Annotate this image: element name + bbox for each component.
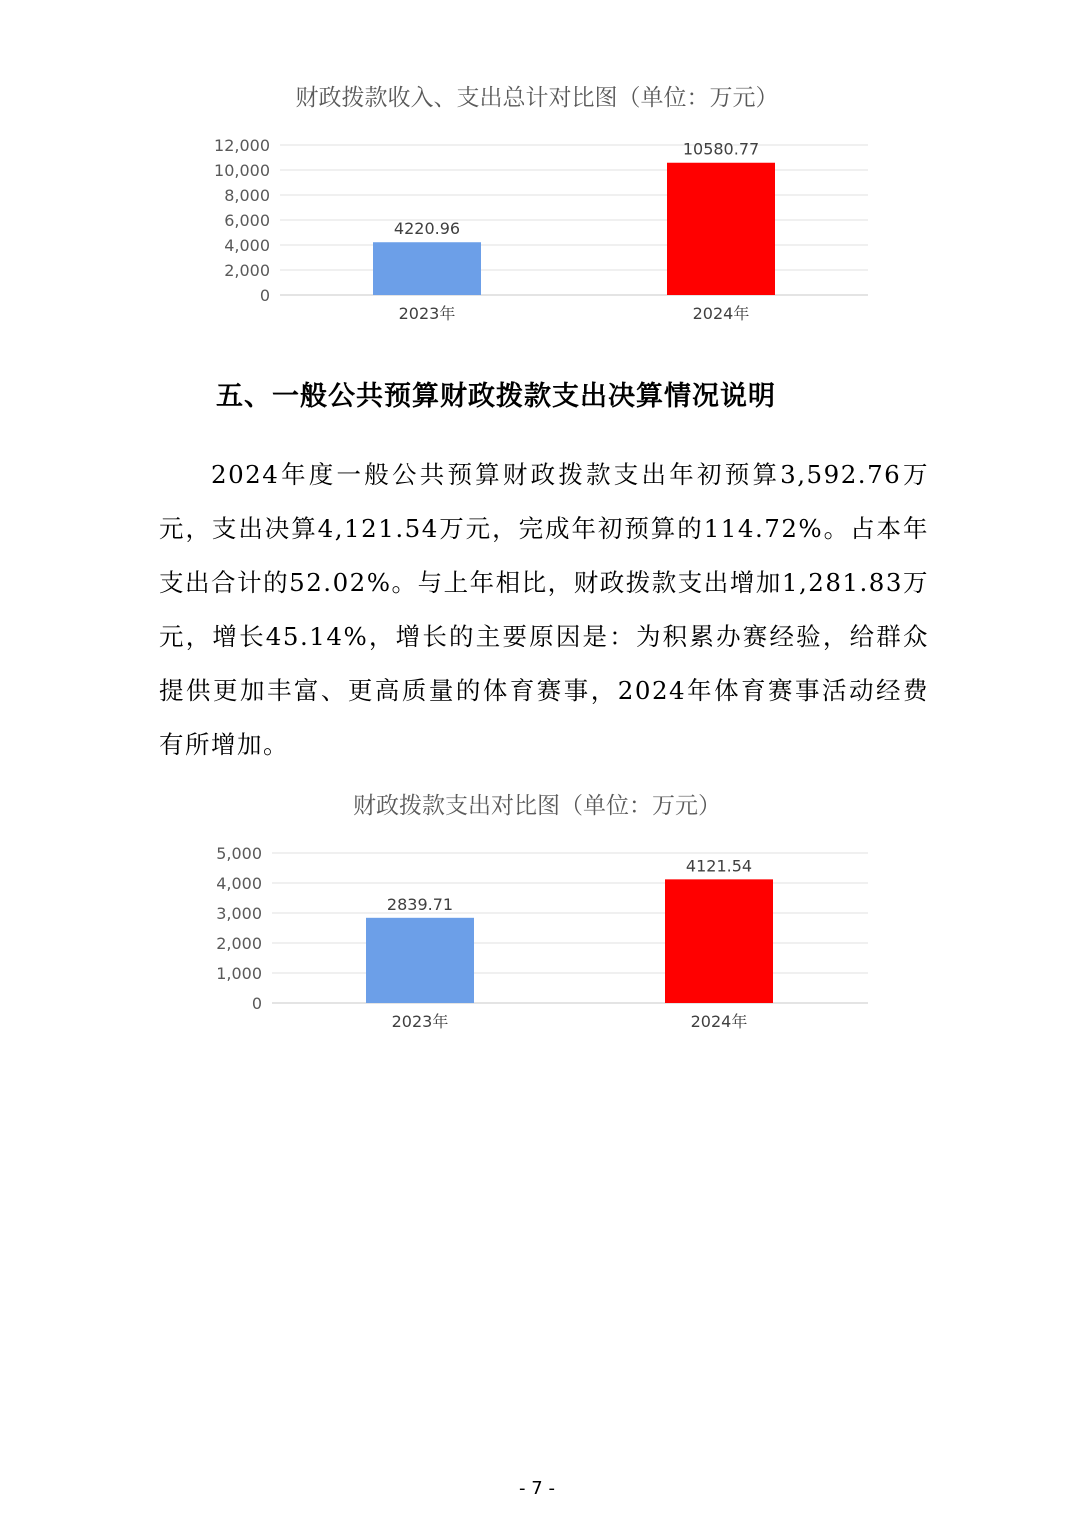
y-tick-label: 10,000: [214, 161, 270, 180]
x-tick-label: 2024年: [690, 1012, 748, 1031]
appropriation-expense-chart-svg: [0, 778, 1074, 1048]
x-tick-label: 2023年: [391, 1012, 449, 1031]
data-label: 10580.77: [682, 139, 760, 159]
x-tick-label: 2024年: [692, 304, 750, 323]
appropriation-expense-chart: [0, 778, 1074, 1048]
data-label: 2839.71: [386, 894, 454, 914]
y-tick-label: 4,000: [224, 236, 270, 255]
y-tick-label: 2,000: [224, 261, 270, 280]
y-tick-label: 2,000: [216, 934, 262, 953]
x-tick-label: 2023年: [398, 304, 456, 323]
chart-title: 财政拨款收入、支出总计对比图（单位：万元）: [295, 85, 779, 111]
section-heading: 五、一般公共预算财政拨款支出决算情况说明: [216, 381, 776, 412]
section-paragraph: 2024年度一般公共预算财政拨款支出年初预算3,592.76万元，支出决算4,121.54万元，完成年初预算的114.72%。占本年支出合计的52.02%。与上年相比，财政拨款支出增加1,281.83万元，增长45.14%，增长的主要原因是：为积累办赛经验，给群众提供更加丰富、更高质量的体育赛事，2024年体育赛事活动经费有所增加。: [159, 460, 929, 759]
y-tick-label: 6,000: [224, 211, 270, 230]
y-tick-label: 3,000: [216, 904, 262, 923]
y-tick-label: 1,000: [216, 964, 262, 983]
income-expense-total-chart: [0, 70, 1074, 340]
y-tick-label: 4,000: [216, 874, 262, 893]
y-tick-label: 8,000: [224, 186, 270, 205]
y-tick-label: 12,000: [214, 136, 270, 155]
data-label: 4121.54: [685, 856, 753, 876]
chart-title: 财政拨款支出对比图（单位：万元）: [353, 793, 721, 819]
y-tick-label: 0: [251, 994, 262, 1013]
data-label: 4220.96: [393, 219, 461, 239]
y-tick-label: 5,000: [216, 844, 262, 863]
bar-2023年: [373, 242, 481, 295]
bar-2023年: [366, 918, 474, 1003]
y-tick-label: 0: [259, 286, 270, 305]
bar-2024年: [665, 879, 773, 1003]
bar-2024年: [667, 163, 775, 295]
income-expense-total-chart-svg: [0, 70, 1074, 340]
page-number: - 7 -: [519, 1478, 555, 1499]
